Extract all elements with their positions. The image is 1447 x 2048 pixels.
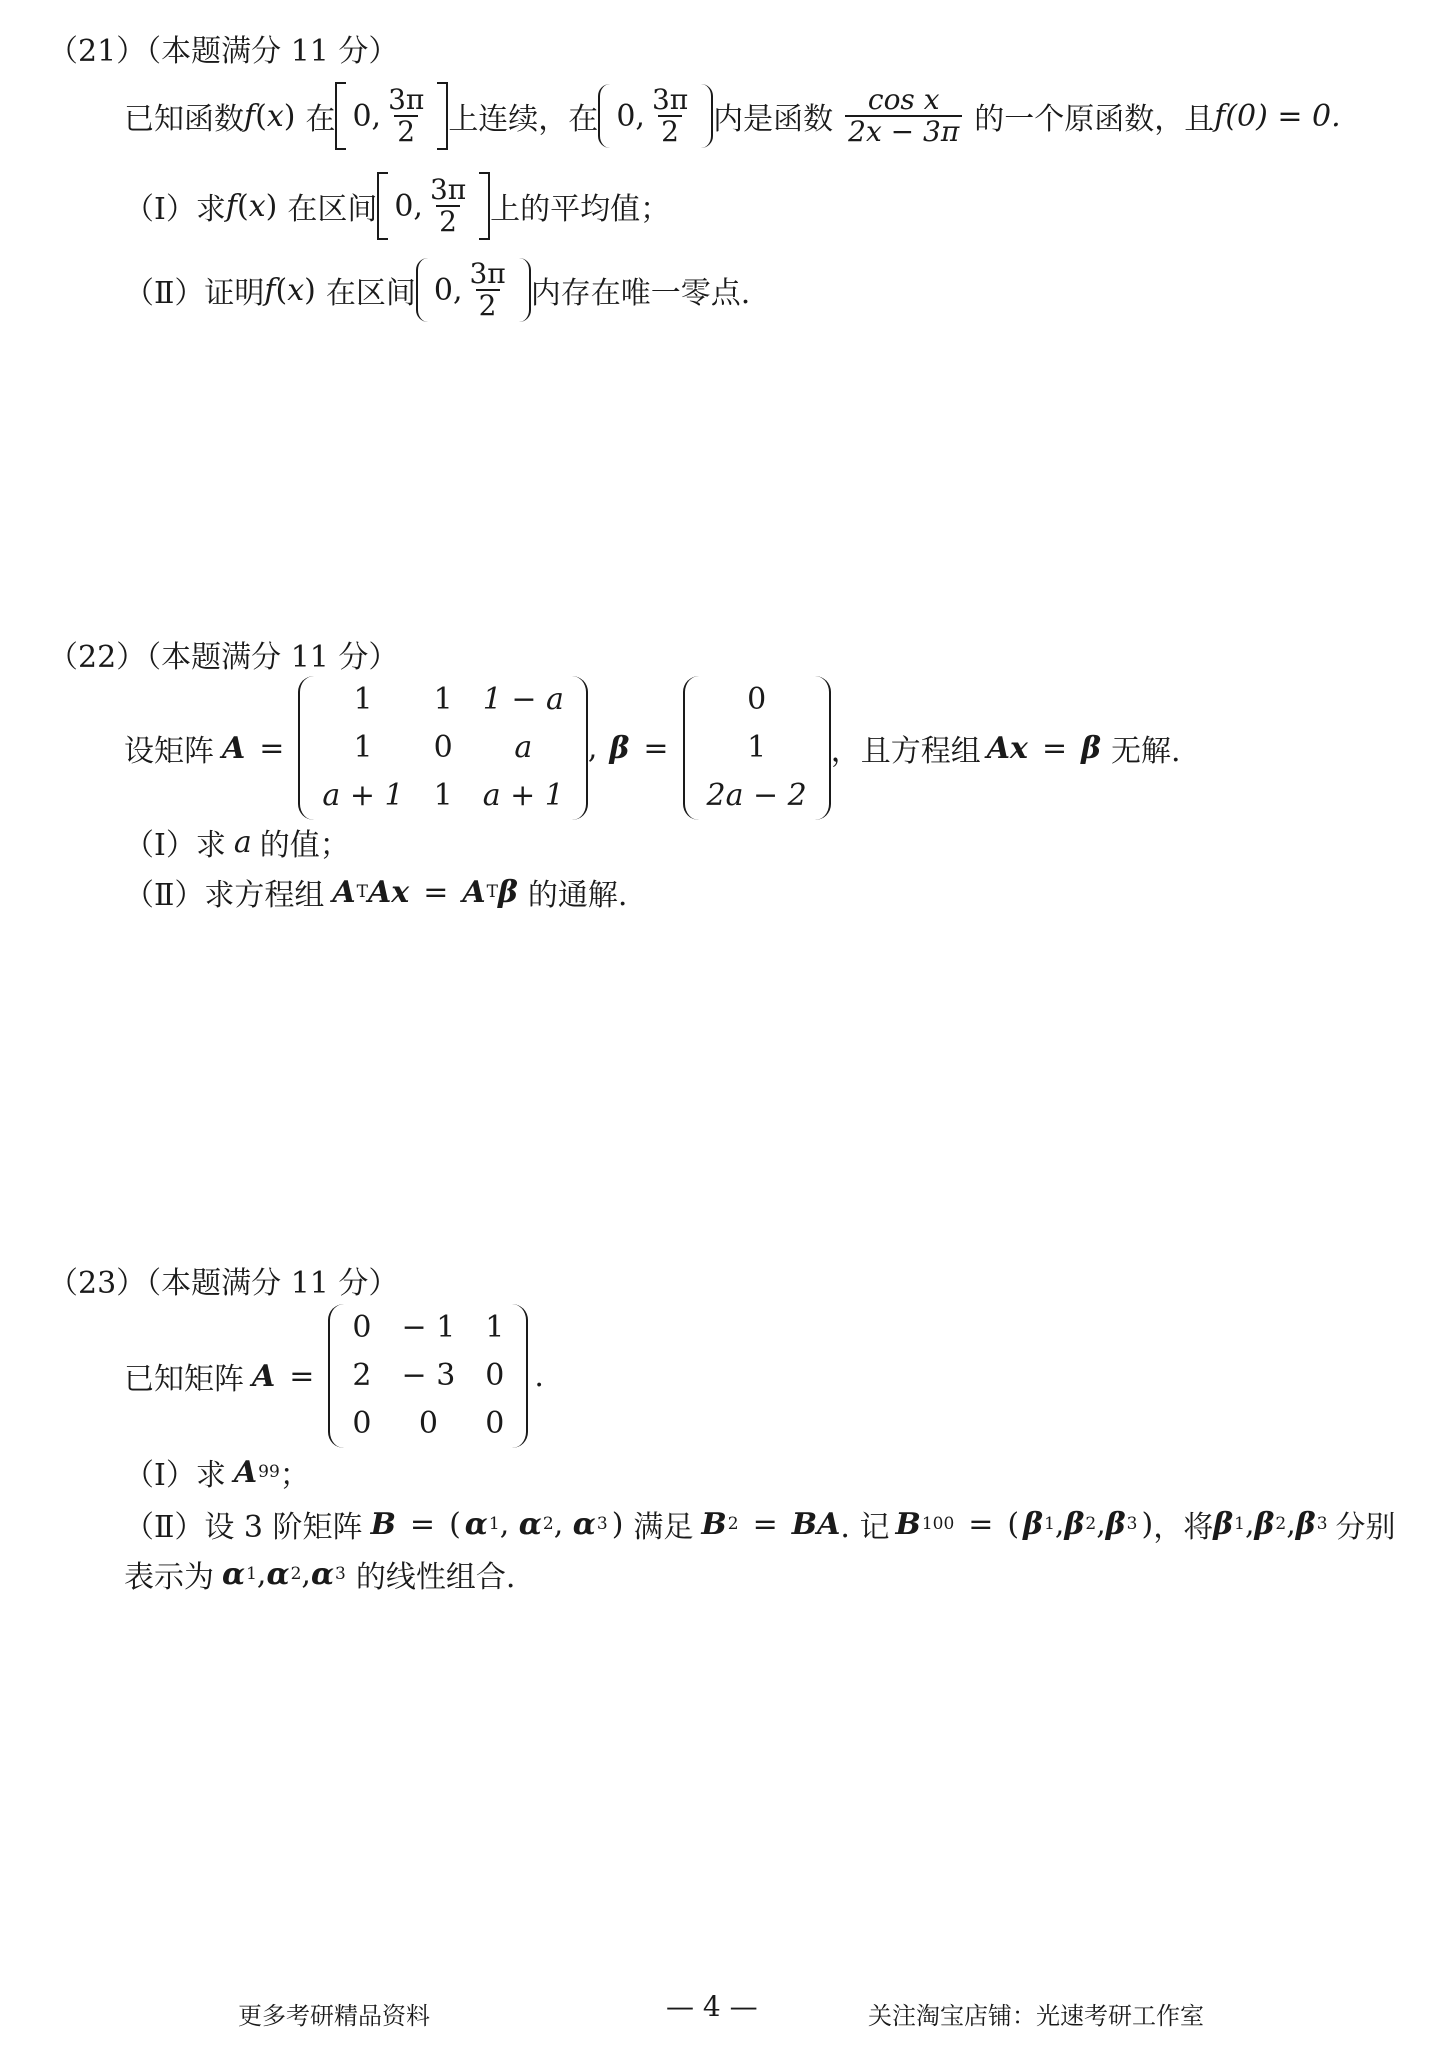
- left-paren: [416, 258, 428, 322]
- left-bracket: [377, 172, 388, 240]
- matrix-cell: a + 1: [322, 778, 404, 813]
- footer-right-text: 关注淘宝店铺：光速考研工作室: [868, 2002, 1204, 2030]
- matrix-cell: 0: [418, 1406, 438, 1441]
- q22-stem: 设矩阵 A = 1 1 1 − a 1 0 a a + 1 1 a + 1 , β = 0 1 2a − 2 ，且方程组 Ax = β 无解.: [124, 680, 1181, 816]
- q22-part2: （Ⅱ）求方程组 A T Ax = A T β 的通解.: [124, 874, 628, 913]
- matrix-cell: 1: [747, 730, 767, 765]
- q23-part2-line2: 表示为 α 1 , α 2 , α 3 的线性组合.: [124, 1556, 516, 1595]
- q23-header: （23）（本题满分 11 分）: [48, 1266, 399, 1301]
- matrix-cell: 0: [747, 682, 767, 717]
- q22-part1: （Ⅰ）求 a 的值；: [124, 824, 350, 863]
- right-bracket: [479, 172, 490, 240]
- q22-header: （22）（本题满分 11 分）: [48, 640, 399, 675]
- matrix-cell: 1: [433, 778, 453, 813]
- fraction-cos-x: $\frac{\text{cos x}}{2x - 3\pi}$: [845, 85, 962, 147]
- matrix-cell: 0: [485, 1358, 505, 1393]
- left-bracket: [335, 82, 346, 150]
- matrix-cell: a: [514, 730, 533, 765]
- right-paren: [519, 258, 531, 322]
- q21-part2: （Ⅱ）证明 f ( x ) 在区间 0, $\frac{3\pi}{2}$ 内存在唯一零点.: [124, 257, 751, 322]
- matrix-cell: 0: [485, 1406, 505, 1441]
- matrix-cell: 0: [352, 1310, 372, 1345]
- matrix-cell: 0: [352, 1406, 372, 1441]
- fraction-3pi-2: $\frac{3\pi}{2}$: [651, 83, 689, 148]
- matrix-cell: 1: [353, 682, 373, 717]
- left-paren: [598, 84, 610, 148]
- matrix-a: [328, 1304, 528, 1448]
- q21-stem: 已知函数 f ( x ) 在 0, $\frac{3\pi}{2}$ 上连续，在 0, $\frac{3\pi}{2}$ 内是函数 $\frac{\text{cos x}}{2x - 3\pi}$ 的一个原函数，且 f(0) = 0.: [124, 83, 1341, 148]
- matrix-cell: 0: [433, 730, 453, 765]
- right-bracket: [437, 82, 448, 150]
- q23-stem: 已知矩阵 A = 0 − 1 1 2 − 3 0 0 0 0 .: [124, 1306, 544, 1446]
- page-number: — 4 —: [666, 1990, 758, 2023]
- q21-header: （21）（本题满分 11 分）: [48, 34, 399, 69]
- fraction-3pi-2: $\frac{3\pi}{2}$: [469, 257, 506, 322]
- fraction-3pi-2: $\frac{3\pi}{2}$: [388, 83, 425, 148]
- vector-beta: [683, 676, 831, 820]
- matrix-cell: − 1: [401, 1310, 456, 1345]
- matrix-cell: 1 − a: [482, 682, 564, 717]
- matrix-cell: 1: [433, 682, 453, 717]
- matrix-cell: 2a − 2: [706, 778, 807, 813]
- matrix-cell: a + 1: [482, 778, 564, 813]
- fraction-3pi-2: $\frac{3\pi}{2}$: [429, 173, 467, 238]
- footer-left-text: 更多考研精品资料: [238, 2002, 430, 2030]
- right-paren: [701, 84, 713, 148]
- q21-part1: （Ⅰ）求 f ( x ) 在区间 0, $\frac{3\pi}{2}$ 上的平均值；: [124, 173, 671, 238]
- matrix-a: [298, 676, 587, 820]
- matrix-cell: 1: [485, 1310, 505, 1345]
- q23-part1: （Ⅰ）求 A 99 ；: [124, 1454, 310, 1493]
- q23-part2-line1: （Ⅱ）设 3 阶矩阵 B = ( α 1 , α 2 , α 3 ) 满足 B 2 = BA . 记 B 100 = ( β 1 , β 2 , β 3 ) ，将 β 1 , β 2 , β 3 分别: [124, 1506, 1396, 1545]
- matrix-cell: − 3: [401, 1358, 456, 1393]
- matrix-cell: 2: [352, 1358, 372, 1393]
- matrix-cell: 1: [353, 730, 373, 765]
